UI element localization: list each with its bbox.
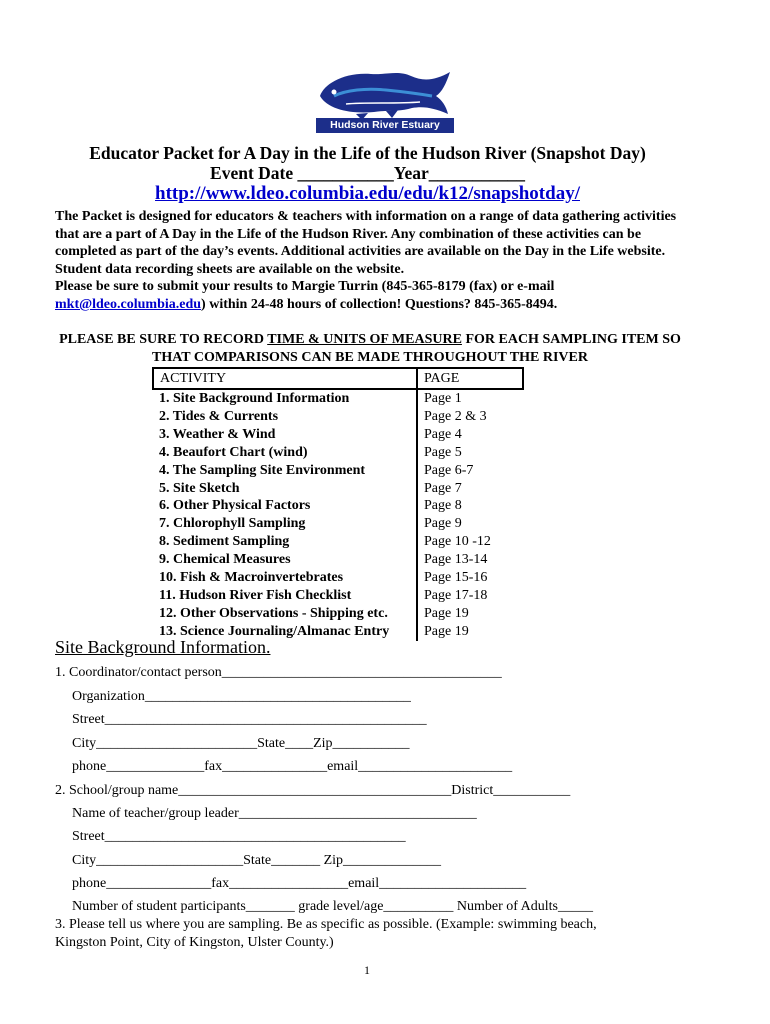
activity-page: Page 2 & 3 xyxy=(417,408,523,426)
notice-emphasis: TIME & UNITS OF MEASURE xyxy=(267,332,462,347)
activity-name: 4. Beaufort Chart (wind) xyxy=(159,444,308,460)
teacher-leader-field[interactable]: Name of teacher/group leader__________________________________ xyxy=(72,806,477,821)
activity-name: 10. Fish & Macroinvertebrates xyxy=(159,570,344,586)
activity-row xyxy=(153,605,523,623)
activity-name: 13. Science Journaling/Almanac Entry xyxy=(159,623,390,639)
activity-page: Page 13-14 xyxy=(417,551,523,569)
submit-instructions: Please be sure to submit your results to Margie Turrin (845-365-8179 (fax) or e-mail xyxy=(55,279,555,295)
activity-page: Page 19 xyxy=(417,623,523,641)
activity-row xyxy=(153,515,523,533)
activity-name: 11. Hudson River Fish Checklist xyxy=(159,587,352,603)
activity-row xyxy=(153,587,523,605)
activity-row xyxy=(153,533,523,551)
activity-name: 2. Tides & Currents xyxy=(159,408,279,424)
email-link[interactable]: mkt@ldeo.columbia.edu xyxy=(55,296,202,312)
activity-column-header: ACTIVITY xyxy=(153,368,417,389)
activity-name: 4. The Sampling Site Environment xyxy=(159,462,366,478)
activity-row xyxy=(153,569,523,587)
activity-table-header xyxy=(153,368,523,389)
notice-text-post: FOR EACH SAMPLING ITEM SO THAT COMPARISONS CAN BE MADE THROUGHOUT THE RIVER xyxy=(151,332,681,365)
activity-name: 3. Weather & Wind xyxy=(159,426,276,442)
sampling-location-question: 3. Please tell us where you are sampling. Be as specific as possible. (Example: swimming beach, xyxy=(55,917,597,932)
activity-row xyxy=(153,462,523,480)
logo-caption: Hudson River Estuary xyxy=(330,119,440,131)
activity-page: Page 19 xyxy=(417,605,523,623)
coordinator-field[interactable]: 1. Coordinator/contact person________________________________________ xyxy=(55,665,502,680)
submit-deadline: ) within 24-48 hours of collection! Questions? 845-365-8494. xyxy=(201,296,558,312)
snapshot-day-link[interactable]: http://www.ldeo.columbia.edu/edu/k12/snapshotday/ xyxy=(155,183,580,204)
activity-name: 1. Site Background Information xyxy=(159,391,350,406)
activity-name: 9. Chemical Measures xyxy=(159,552,291,568)
activity-page: Page 17-18 xyxy=(417,587,523,605)
packet-title: Educator Packet for A Day in the Life of the Hudson River (Snapshot Day) xyxy=(89,143,646,163)
activity-page: Page 4 xyxy=(417,426,523,444)
phone-fax-email-field[interactable]: phone______________fax_______________email______________________ xyxy=(72,759,513,774)
activity-row xyxy=(153,444,523,462)
activity-page: Page 15-16 xyxy=(417,569,523,587)
page-column-header: PAGE xyxy=(417,368,523,389)
activity-row xyxy=(153,389,523,408)
hudson-river-estuary-logo xyxy=(316,66,454,134)
page-number: 1 xyxy=(364,963,370,977)
activity-page: Page 9 xyxy=(417,515,523,533)
activity-row xyxy=(153,408,523,426)
event-date-line: Event Date ___________Year___________ xyxy=(210,163,525,183)
intro-paragraph xyxy=(55,208,695,314)
activity-name: 12. Other Observations - Shipping etc. xyxy=(159,605,388,621)
activity-page: Page 6-7 xyxy=(417,462,523,480)
activity-page: Page 7 xyxy=(417,480,523,498)
activity-name: 5. Site Sketch xyxy=(159,480,240,496)
activity-page: Page 10 -12 xyxy=(417,533,523,551)
measurement-notice xyxy=(55,331,685,366)
intro-text: The Packet is designed for educators & teachers with information on a range of data gathering activities that are a part of A Day in the Life of the Hudson River. Any combination of these activities can be completed as part of the day’s events. Additional activities are available on the Day in the Life website. Student data recording sheets are available on the website. xyxy=(55,209,677,277)
school-phone-fax-email-field[interactable]: phone_______________fax_________________email_____________________ xyxy=(72,876,527,891)
school-city-state-zip-field[interactable]: City_____________________State_______ Zip______________ xyxy=(72,853,442,868)
school-street-field[interactable]: Street___________________________________________ xyxy=(72,829,406,844)
activity-name: 6. Other Physical Factors xyxy=(159,498,311,514)
activity-row xyxy=(153,497,523,515)
sampling-location-example: Kingston Point, City of Kingston, Ulster County.) xyxy=(55,935,334,950)
city-state-zip-field[interactable]: City_______________________State____Zip___________ xyxy=(72,736,410,751)
school-district-field[interactable]: 2. School/group name_______________________________________District___________ xyxy=(55,783,571,798)
activity-page: Page 8 xyxy=(417,497,523,515)
activity-row xyxy=(153,426,523,444)
organization-field[interactable]: Organization______________________________________ xyxy=(72,689,411,704)
activity-name: 8. Sediment Sampling xyxy=(159,534,290,550)
section-heading: Site Background Information. xyxy=(55,637,271,657)
activity-page: Page 5 xyxy=(417,444,523,462)
street-field[interactable]: Street______________________________________________ xyxy=(72,712,427,727)
participants-field[interactable]: Number of student participants_______ grade level/age__________ Number of Adults_____ xyxy=(72,899,594,914)
activity-row xyxy=(153,480,523,498)
activity-row xyxy=(153,551,523,569)
notice-text-pre: PLEASE BE SURE TO RECORD xyxy=(59,332,268,347)
activity-name: 7. Chlorophyll Sampling xyxy=(159,516,306,532)
activity-page: Page 1 xyxy=(417,389,523,408)
activity-table xyxy=(152,367,524,641)
